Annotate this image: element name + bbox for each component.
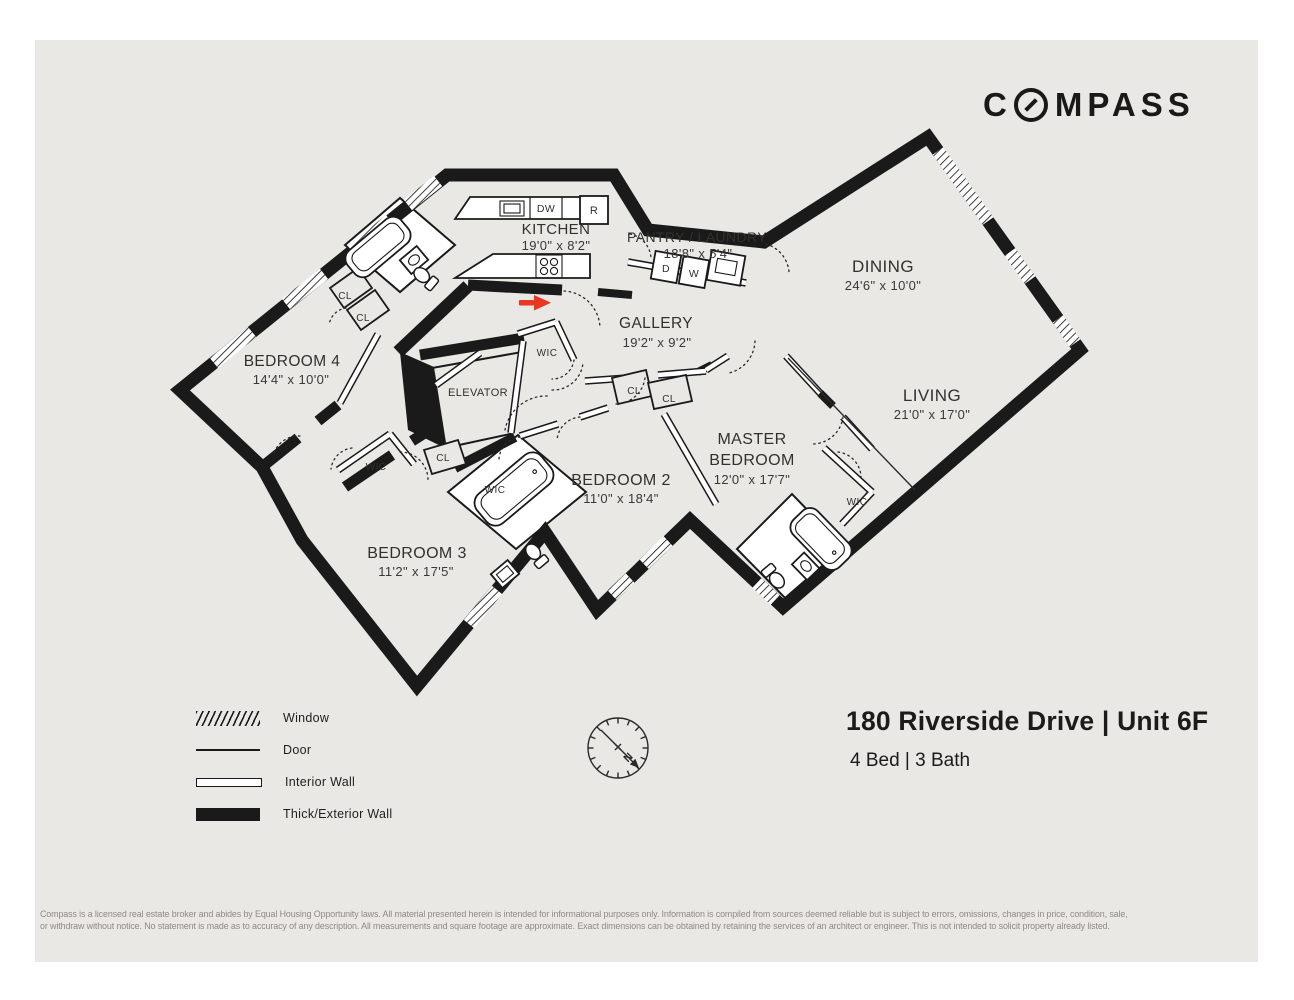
kitchen-label: KITCHEN — [521, 221, 591, 238]
cl-label-3: CL — [338, 291, 352, 302]
legend-door-label: Door — [283, 743, 312, 757]
kitchen-dims: 19'0" x 8'2" — [521, 238, 591, 253]
master-bedroom-label-line1: MASTER — [717, 431, 787, 448]
bedroom-3-dims: 11'2" x 17'5" — [378, 564, 454, 579]
master-bedroom-dims: 12'0" x 17'7" — [713, 472, 791, 487]
gallery-dims: 19'2" x 9'2" — [622, 335, 692, 350]
north-label: N — [621, 750, 636, 765]
bedroom-4-label: BEDROOM 4 — [243, 353, 341, 370]
compass-rose-icon — [588, 718, 648, 778]
compass-logo-mpass: MPASS — [1054, 86, 1195, 123]
wic-label-2: WIC — [846, 497, 868, 508]
disclaimer-line-2: or withdraw without notice. No statement is made as to accuracy of any description. All measurements and square footage are approximate. Exact dimensions can be obtained by retaining the services of an architect or engineer. This is not intended to solicit property already listed. — [40, 921, 1110, 931]
dryer-label: D — [662, 263, 670, 275]
bed-bath-subtitle: 4 Bed | 3 Bath — [850, 750, 971, 771]
bedroom-2-label: BEDROOM 2 — [571, 472, 671, 489]
living-dims: 21'0" x 17'0" — [893, 407, 971, 422]
legend-row-window — [196, 702, 392, 734]
wic-label-1: WIC — [536, 348, 558, 359]
compass-logo-c: C — [983, 86, 1012, 123]
cl-label-2: CL — [662, 394, 676, 405]
bedroom-4-dims: 14'4" x 10'0" — [252, 372, 330, 387]
gallery-label: GALLERY — [618, 315, 694, 332]
interior-wall-swatch-icon — [196, 778, 262, 787]
legend-row-thick-wall — [196, 798, 392, 830]
dishwasher-label: DW — [536, 203, 556, 215]
disclaimer-line-1: Compass is a licensed real estate broker and abides by Equal Housing Opportunity laws. All material presented herein is intended for informational purposes only. Information is compiled from sources deemed reliable but is subject to errors, omissions, changes in price, condition, sale, — [40, 909, 1128, 919]
wic-label-3: WIC — [365, 462, 387, 473]
bedroom-3-label: BEDROOM 3 — [367, 545, 467, 562]
door-swatch-icon — [196, 749, 260, 752]
pantry-laundry-label: PANTRY / LAUNDRY — [627, 229, 767, 245]
master-bedroom-label-line2: BEDROOM — [709, 452, 795, 469]
thick-wall-swatch-icon — [196, 808, 260, 821]
entry-arrow-icon — [519, 295, 551, 311]
cl-label-1: CL — [627, 386, 641, 397]
cl-label-4: CL — [356, 313, 370, 324]
dining-dims: 24'6" x 10'0" — [844, 278, 922, 293]
legend-thick-wall-label: Thick/Exterior Wall — [283, 807, 393, 821]
legend — [196, 702, 392, 830]
legend-interior-wall-label: Interior Wall — [285, 775, 356, 789]
washer-label: W — [688, 268, 700, 280]
bedroom-2-dims: 11'0" x 18'4" — [583, 491, 659, 506]
page-title: 180 Riverside Drive | Unit 6F — [846, 706, 1209, 736]
disclaimer — [40, 908, 1256, 932]
dining-label: DINING — [852, 257, 914, 276]
elevator-label: ELEVATOR — [447, 387, 509, 399]
legend-row-interior-wall — [196, 766, 392, 798]
wic-label-4: WIC — [484, 485, 506, 496]
pantry-laundry-dims: 18'8" x 5'4" — [663, 246, 733, 261]
living-label: LIVING — [902, 386, 962, 405]
window-swatch-icon — [196, 711, 260, 726]
legend-window-label: Window — [283, 711, 330, 725]
cl-label-5: CL — [436, 453, 450, 464]
legend-row-door — [196, 734, 392, 766]
refrigerator-label: R — [589, 205, 599, 217]
